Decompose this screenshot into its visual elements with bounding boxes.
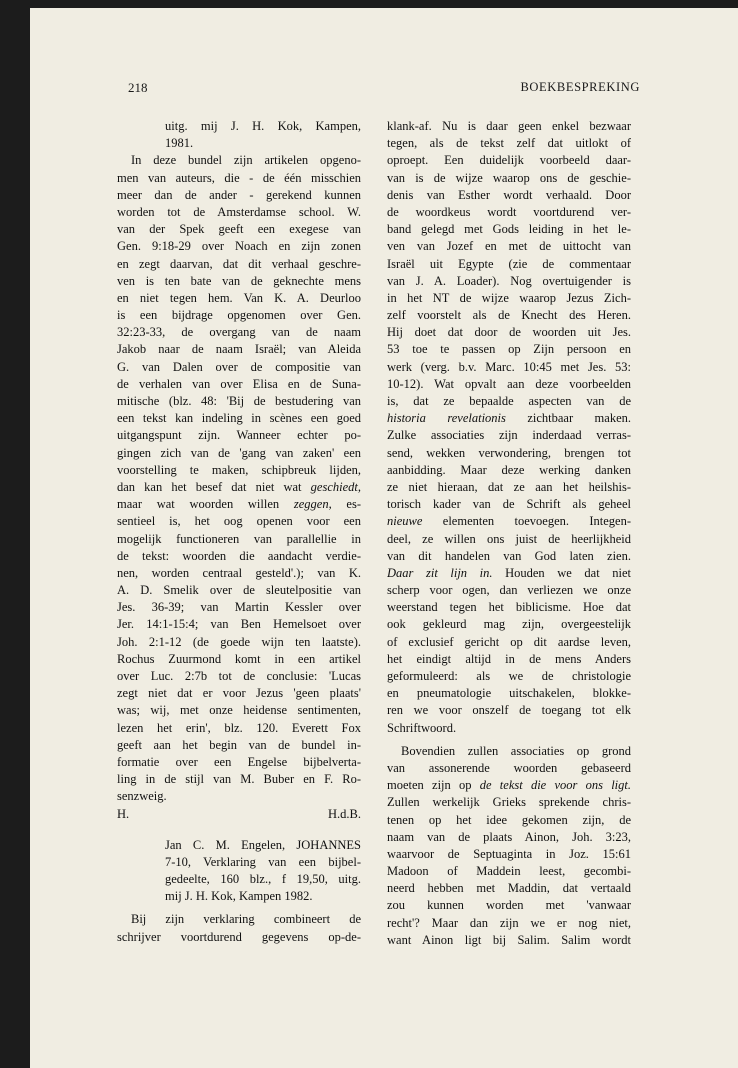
text-line: van dit handelen van God laten zien. [387,548,631,563]
text-line: Zullen werkelijk Grieks sprekende chris- [387,795,631,810]
text-line: weerstand tegen het biblicisme. Hoe dat [387,600,631,615]
text-line: Schriftwoord. [387,720,457,735]
text-line: meer dan de ander - gerekend kunnen [117,187,361,202]
text-line: recht'? Maar dan zijn we er nog niet, [387,915,631,930]
text-line: waarvoor de Septuaginta in Joz. 15:61 [387,846,631,861]
text-line: lezen het erin', blz. 120. Everett Fox [117,720,361,735]
text-line: mitische (blz. 48: 'Bij de bestudering van [117,394,361,408]
text-line: neerd hebben met Maddin, dat vertaald [387,881,631,896]
page-number: 218 [128,80,148,95]
text-line: scherp voor ogen, dan verliezen we onze [387,583,631,598]
text-line: Madoon of Maddein leest, gecombi- [387,864,631,879]
text-line: nen, worden centraal gesteld'.); van K. [117,565,361,580]
text-line: denis van Esther wordt verhaald. Door [387,187,631,202]
reference-line: Jan C. M. Engelen, JOHANNES [165,837,361,852]
italic-phrase: nieuwe [387,514,423,529]
text-line: is, dat ze bepaalde aspecten van de [387,394,631,408]
text-line: voorstelling te maken, schipbreuk lijden, [117,462,361,477]
text-line: moeten zijn op de tekst die voor ons ligt. [387,778,631,793]
text-line: uitg. mij J. H. Kok, Kampen, [165,119,361,133]
text-line: geformuleerd: als we de christologie [387,669,631,683]
text-line: en pneumatologie uitschakelen, blokke- [387,686,631,701]
text-line: van is de wijze waarop ons de geschie- [387,170,631,185]
text-line: dan kan het besef dat niet wat geschiedt, [117,479,361,494]
text-line: over Luc. 2:7b tot de conclusie: 'Lucas [117,669,361,683]
text-line: klank-af. Nu is daar geen enkel bezwaar [387,119,631,133]
italic-phrase: zeggen, [293,497,332,512]
text-line: torisch kader van de Schrift als geheel [387,497,631,512]
text-line: 53 toe te passen op Zijn persoon en [387,342,631,357]
reference-line: gedeelte, 160 blz., f 19,50, uitg. [165,872,361,887]
text-line: Jakob naar de naam Israël; van Aleida [117,342,361,357]
book-page [30,4,738,1068]
text-line: aanbidding. Maar deze werking danken [387,462,631,477]
text-line: was; wij, met onze heidense sentimenten, [117,703,361,718]
text-line: gingen zich van de 'gang van zaken' een [117,445,361,460]
text-line: ven van Jozef en met de uittocht van [387,239,631,254]
text-line: In deze bundel zijn artikelen opgeno- [131,153,361,168]
scan-border [30,4,738,8]
text-line: en niet tegen hem. Van K. A. Deurloo [117,290,361,305]
text-line: Zulke associaties zijn inderdaad verras- [387,428,631,443]
text-line: 10-12). Wat opvalt aan deze voorbeelden [387,376,631,391]
text-line: of exclusief gericht op dit aardse leven, [387,634,631,649]
text-line: nieuwe elementen toevoegen. Integen- [387,514,631,529]
text-line: Bovendien zullen associaties op grond [401,743,631,758]
text-line: zou kunnen worden met 'vanwaar [387,898,631,913]
text-line: ren we voor onszelf de toegang tot elk [387,703,631,718]
text-line: zelf voorstelt als de Knecht des Heren. [387,308,631,323]
text-line: mogelijk functioneren van parallellie in [117,531,361,546]
text-line: ven is ten bate van de geknechte mens [117,273,361,288]
text-line: men van auteurs, die - de één misschien [117,170,361,185]
text-line: in het NT de wijze waarop Jezus Zich- [387,290,631,305]
text-line: is een bijdrage opgenomen over Gen. [117,308,361,323]
text-line: schrijver voortdurend gegevens op-de- [117,929,361,944]
text-line: want Ainon ligt bij Salim. Salim wordt [387,932,631,947]
text-line: van der Spek geeft een exegese van [117,222,361,237]
running-head: BOEKBESPREKING [520,80,640,94]
text-line: Rochus Zuurmond komt in een artikel [117,651,361,666]
text-line: de tekst: woorden die aandacht verdie- [117,548,361,563]
reference-line: 7-10, Verklaring van een bijbel- [165,854,361,869]
text-line: historia revelationis zichtbaar maken. [387,411,631,426]
text-line: maar wat woorden willen zeggen, es- [117,497,361,512]
italic-phrase: historia revelationis [387,411,506,426]
text-line: tenen op het idee gekomen zijn, de [387,812,631,827]
text-line: deel, ze willen ons juist de heerlijkheid [387,531,631,546]
text-line: Hij doet dat door de woorden uit Jes. [387,325,631,340]
text-line: senzweig. [117,789,167,804]
right-column [387,118,631,949]
text-line: sentieel is, het oog openen voor een [117,514,361,529]
text-line: van J. A. Loader). Nog overtuigender is [387,273,631,288]
text-line: Gen. 9:18-29 over Noach en zijn zonen [117,239,361,254]
text-line: band gelegd met Gods leiding in het le- [387,222,631,237]
left-column [117,118,361,946]
text-line: tegen, als de tekst zelf dat uitlokt of [387,136,631,151]
italic-phrase: Daar zit lijn in. [387,565,493,580]
text-line: uitgangspunt zijn. Wanneer echter po- [117,428,361,443]
text-line: Jer. 14:1-15:4; van Ben Hemelsoet over [117,617,361,632]
italic-phrase: de tekst die voor ons ligt. [479,778,631,793]
text-line: geeft aan het begin van de bundel in- [117,737,361,752]
text-line: Bij zijn verklaring combineert de [131,912,361,927]
text-line: formatie over een Engelse bijbelverta- [117,754,361,769]
text-line: werk (verg. b.v. Marc. 10:45 met Jes. 53: [387,359,631,374]
text-line: en zegt daarvan, dat dit verhaal geschre- [117,256,361,271]
text-line: het eindigt altijd in de mens Anders [387,651,631,666]
text-line: Daar zit lijn in. Houden we dat niet [387,565,631,580]
review-signature [117,806,361,823]
text-line: 1981. [165,136,194,151]
text-line: G. van Dalen over de compositie van [117,359,361,374]
text-line: van assonerende woorden gebaseerd [387,760,631,775]
text-line: ling in de stijl van M. Buber en F. Ro- [117,772,361,787]
italic-phrase: geschiedt, [310,479,361,494]
text-line: zegt niet dat er voor Jezus 'geen plaats' [117,686,361,701]
section-gap [117,823,361,837]
text-line: de woordkeus wordt voortdurend ver- [387,204,631,219]
text-line: oproept. Een duidelijk voorbeeld daar- [387,153,631,168]
text-line: naam van de plaats Ainon, Joh. 3:23, [387,829,631,844]
text-line: Israël uit Egypte (zie de commentaar [387,256,631,271]
text-line: een tekst kan indeling in scènes een goed [117,411,361,426]
text-line: de verhalen van over Elisa en de Suna- [117,376,361,391]
signature-initial: H. [117,806,130,821]
reference-line: mij J. H. Kok, Kampen 1982. [165,889,313,904]
signature-author: H.d.B. [328,806,361,821]
text-line: send, wekken verwondering, brengen tot [387,445,631,460]
text-line: Jes. 36-39; van Martin Kessler over [117,600,361,615]
text-line: Joh. 2:1-12 (de goede wijn ten laatste). [117,634,361,649]
text-line: 32:23-33, de overgang van de naam [117,325,361,340]
text-line: A. D. Smelik over de sleutelpositie van [117,583,361,598]
text-line: ook gekleurd mag zijn, overgeestelijk [387,617,631,632]
text-line: worden tot de Amsterdamse school. W. [117,204,361,219]
text-line: ze niet hieraan, dat ze aan het heilshis- [387,479,631,494]
